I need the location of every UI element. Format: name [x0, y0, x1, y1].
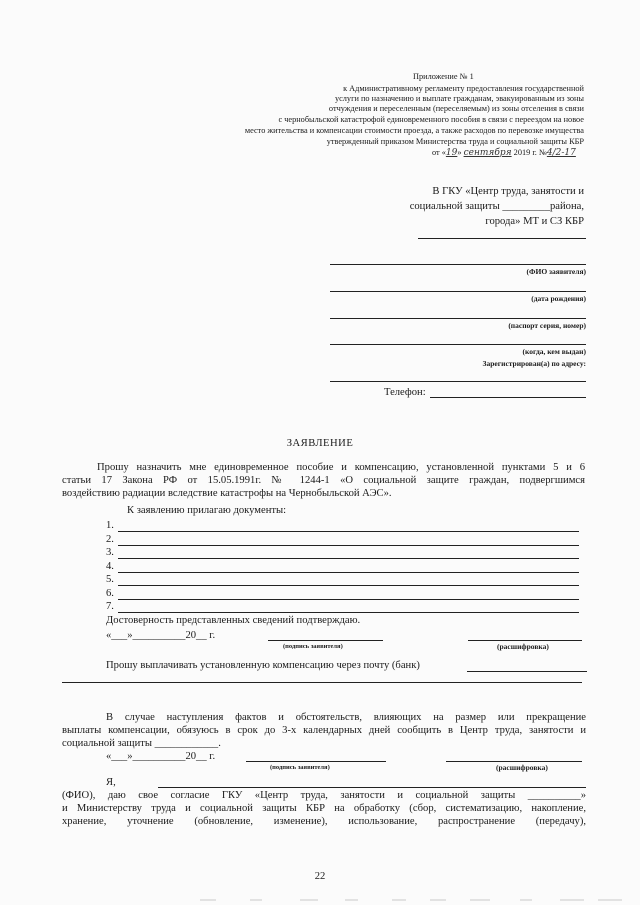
doc-number-4: 4. [106, 561, 114, 572]
addressee-line-1: В ГКУ «Центр труда, занятости и [432, 186, 584, 197]
notice-signature-label: (подпись заявителя) [270, 764, 330, 771]
document-title: ЗАЯВЛЕНИЕ [286, 438, 354, 449]
signature-line[interactable] [268, 640, 383, 641]
notice-date[interactable]: «___»__________20__ г. [106, 751, 216, 762]
notice-line-1: В случае наступления фактов и обстоятельств, влияющих на размер или прекращение [106, 712, 586, 723]
header-line-4: с чернобыльской катастрофой единовременного пособия в связи с переездом на новое [278, 115, 584, 124]
doc-number-1: 1. [106, 520, 114, 531]
doc-line-5[interactable] [118, 585, 579, 586]
order-date-prefix: от « [432, 148, 446, 157]
payment-method-field[interactable] [467, 671, 587, 672]
payment-text: Прошу выплачивать установленную компенсацию через почту (банк) [106, 660, 420, 671]
documents-intro: К заявлению прилагаю документы: [127, 505, 287, 516]
confirmation-date[interactable]: «___»__________20__ г. [106, 630, 216, 641]
doc-line-6[interactable] [118, 599, 579, 600]
consent-line-3: хранение, уточнение (обновление, изменение), использование, распространение (передачу), [62, 816, 586, 827]
notice-signature-line[interactable] [246, 761, 386, 762]
phone-label: Телефон: [384, 387, 426, 398]
doc-number-5: 5. [106, 574, 114, 585]
fio-label: (ФИО заявителя) [526, 267, 586, 276]
doc-line-1[interactable] [118, 531, 579, 532]
fio-field[interactable] [330, 264, 586, 265]
birth-date-label: (дата рождения) [531, 294, 586, 303]
page-number: 22 [314, 871, 326, 882]
request-line-2: статьи 17 Закона РФ от 15.05.1991г. № 1244-1 «О социальной защите граждан, подвергшимся [62, 475, 585, 486]
phone-field[interactable] [430, 397, 586, 398]
doc-line-2[interactable] [118, 545, 579, 546]
doc-line-3[interactable] [118, 558, 579, 559]
order-number: 4/2-17 [546, 148, 576, 158]
doc-line-4[interactable] [118, 572, 579, 573]
issued-label: (когда, кем выдан) [522, 347, 586, 356]
addressee-line-3: города» МТ и СЗ КБР [485, 216, 584, 227]
doc-number-6: 6. [106, 588, 114, 599]
passport-field[interactable] [330, 318, 586, 319]
notice-line-3: социальной защиты ____________. [62, 738, 221, 749]
confirmation-text: Достоверность представленных сведений подтверждаю. [106, 615, 361, 626]
doc-number-3: 3. [106, 547, 114, 558]
consent-line-1: (ФИО), даю свое согласие ГКУ «Центр труда, занятости и социальной защиты __________» [62, 790, 586, 801]
request-line-1: Прошу назначить мне единовременное пособие и компенсацию, установленной пунктами 5 и 6 [97, 462, 585, 473]
issued-field[interactable] [330, 344, 586, 345]
order-date-line [432, 148, 576, 158]
order-date-day: 19 [445, 148, 458, 158]
decoding-line[interactable] [468, 640, 582, 641]
request-line-3: воздействию радиации вследствие катастрофы на Чернобыльской АЭС». [62, 488, 392, 499]
header-line-2: услуги по назначению и выплате гражданам, эвакуированным из зоны [334, 94, 584, 103]
header-line-3: отчуждения и переселенным (переселяемым) из зоны отселения в связи [328, 104, 584, 113]
header-line-1: к Административному регламенту предоставления государственной [343, 84, 584, 93]
decoding-label: (расшифровка) [497, 642, 549, 651]
doc-line-7[interactable] [118, 612, 579, 613]
consent-line-2: и Министерству труда и социальной защиты КБР на обработку (сбор, систематизацию, накопление, [62, 803, 586, 814]
birth-date-field[interactable] [330, 291, 586, 292]
payment-details-field[interactable] [62, 682, 582, 683]
registered-address-label: Зарегистрирован(а) по адресу: [482, 359, 586, 368]
address-field[interactable] [330, 381, 586, 382]
consent-ya: Я, [106, 777, 116, 788]
doc-number-2: 2. [106, 534, 114, 545]
passport-label: (паспорт серия, номер) [508, 321, 586, 330]
appendix-number: Приложение № 1 [413, 72, 474, 81]
notice-decoding-line[interactable] [446, 761, 582, 762]
order-date-mid: » [457, 148, 462, 157]
header-line-5: место жительства и компенсации стоимости проезда, а также расходов по перевозке имущества [244, 126, 584, 135]
doc-number-7: 7. [106, 601, 114, 612]
scan-artifacts [0, 895, 640, 905]
notice-decoding-label: (расшифровка) [496, 763, 548, 772]
consent-fio-field[interactable] [158, 787, 586, 788]
order-date-month: сентября [463, 148, 512, 158]
addressee-line-2: социальной защиты _________района, [409, 201, 584, 212]
order-date-year: 2019 г. № [513, 148, 547, 157]
signature-label: (подпись заявителя) [283, 643, 343, 650]
notice-line-2: выплаты компенсации, обязуюсь в срок до 3-х календарных дней сообщить в Центр труда, занятости и [62, 725, 586, 736]
header-line-6: утвержденный приказом Министерства труда и социальной защиты КБР [326, 137, 584, 146]
addressee-blank-line[interactable] [418, 238, 586, 239]
